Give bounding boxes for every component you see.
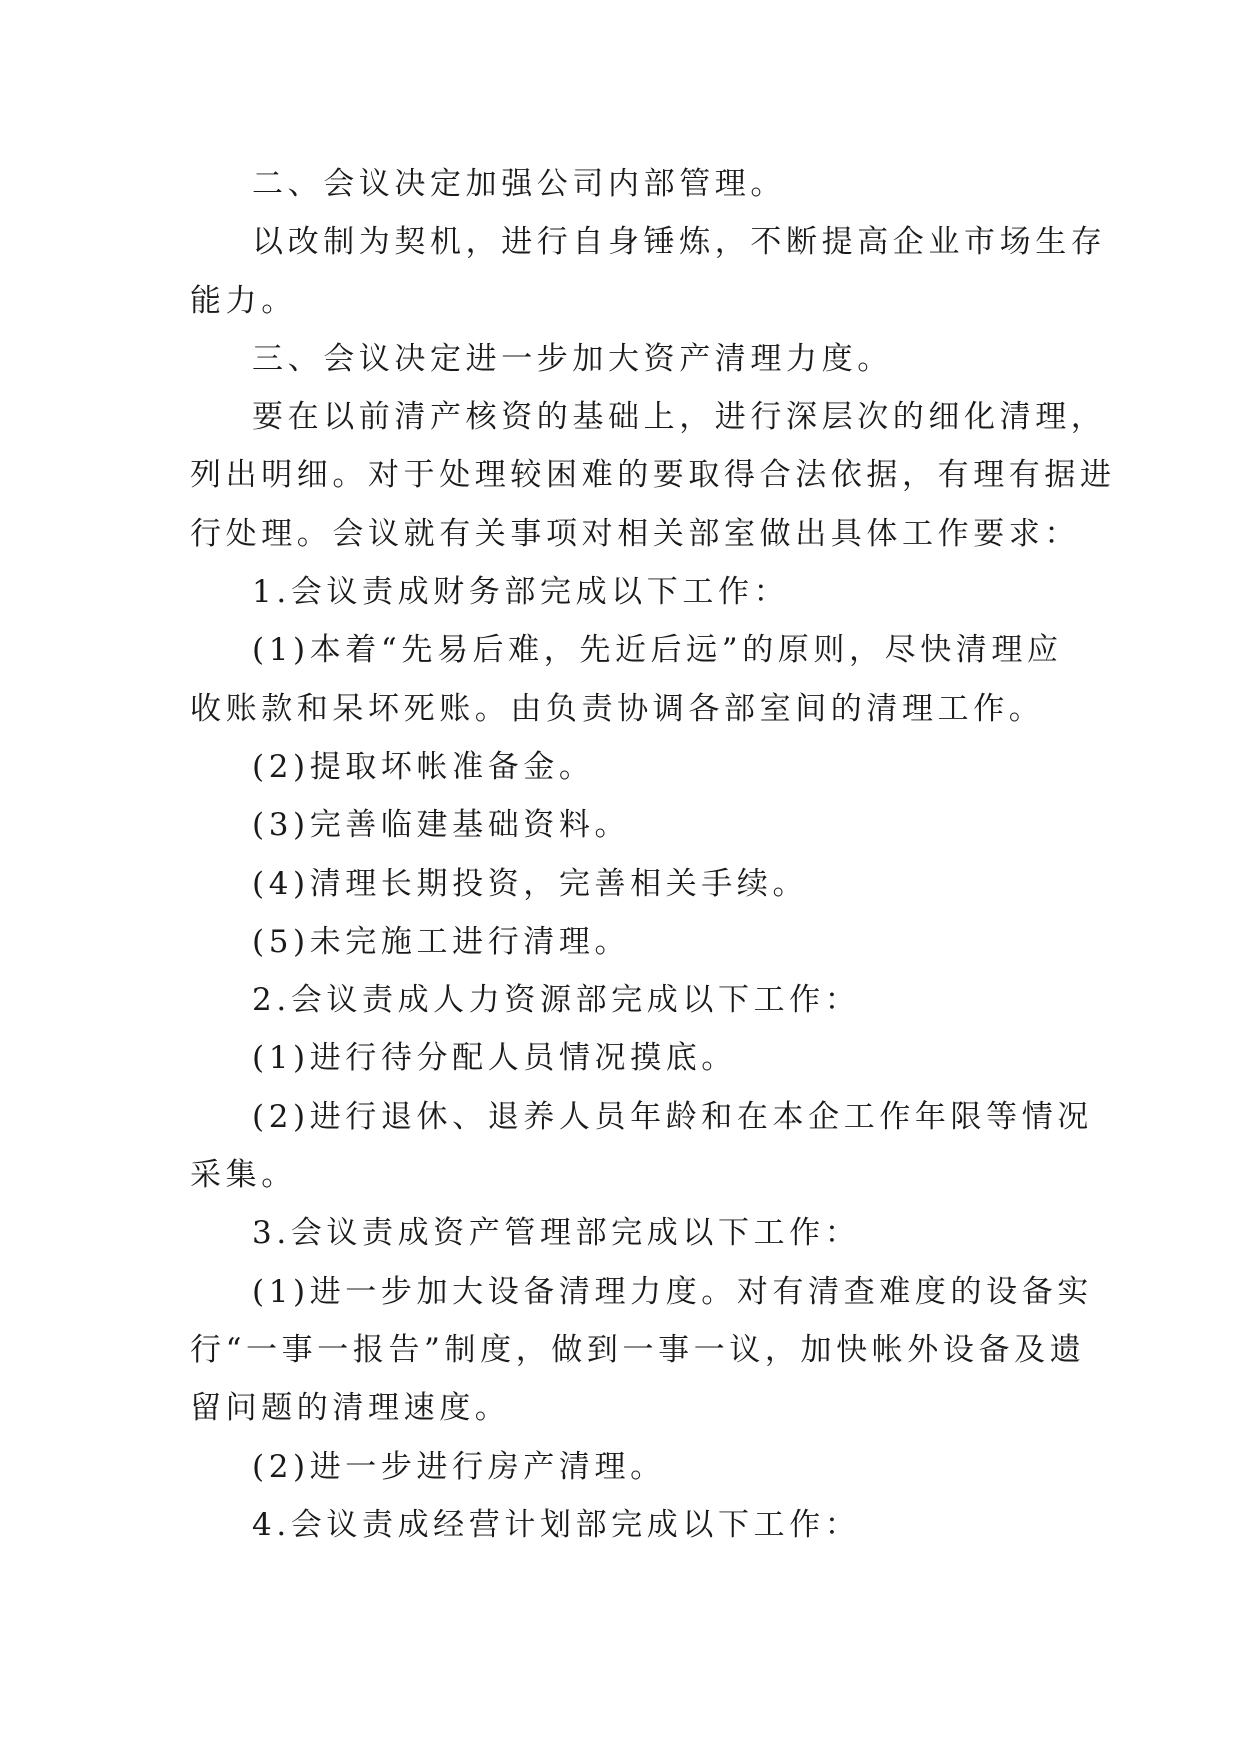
text-line: 1.会议责成财务部完成以下工作： <box>252 574 790 611</box>
paragraph <box>190 330 1050 388</box>
text-line: (1)进一步加大设备清理力度。对有清查难度的设备实 <box>252 1273 1093 1310</box>
paragraph <box>190 971 1050 1029</box>
document-body <box>190 155 1116 1554</box>
paragraph <box>190 213 1107 330</box>
text-line: 2.会议责成人力资源部完成以下工作： <box>252 982 861 1019</box>
paragraph <box>190 1263 1093 1438</box>
paragraph <box>190 1496 1050 1554</box>
text-line: 采集。 <box>190 1157 297 1194</box>
paragraph <box>190 738 1050 796</box>
text-line: 行“一事一报告”制度，做到一事一议，加快帐外设备及遗 <box>190 1331 1086 1368</box>
text-line: (1)进行待分配人员情况摸底。 <box>252 1040 737 1077</box>
paragraph <box>190 913 1050 971</box>
text-line: 二、会议决定加强公司内部管理。 <box>252 166 786 202</box>
text-line: (2)提取坏帐准备金。 <box>252 748 595 785</box>
text-line: (2)进行退休、退养人员年龄和在本企工作年限等情况 <box>252 1098 1093 1135</box>
paragraph <box>190 563 1050 621</box>
paragraph <box>190 621 1063 738</box>
paragraph <box>190 855 1050 913</box>
text-line: (4)清理长期投资，完善相关手续。 <box>252 865 809 902</box>
text-line: 收账款和呆坏死账。由负责协调各部室间的清理工作。 <box>190 690 1045 727</box>
paragraph <box>190 388 1116 563</box>
text-line: (1)本着“先易后难，先近后远”的原则，尽快清理应 <box>252 632 1063 669</box>
text-line: 要在以前清产核资的基础上，进行深层次的细化清理， <box>252 399 1107 436</box>
paragraph <box>190 796 1050 854</box>
text-line: 三、会议决定进一步加大资产清理力度。 <box>252 340 893 377</box>
text-line: (5)未完施工进行清理。 <box>252 923 631 960</box>
text-line: 列出明细。对于处理较困难的要取得合法依据，有理有据进 <box>190 457 1116 494</box>
paragraph <box>190 1088 1093 1205</box>
text-line: 行处理。会议就有关事项对相关部室做出具体工作要求： <box>190 515 1080 552</box>
text-line: 以改制为契机，进行自身锤炼，不断提高企业市场生存 <box>252 224 1107 261</box>
paragraph <box>190 155 1050 213</box>
text-line: (2)进一步进行房产清理。 <box>252 1448 666 1485</box>
text-line: (3)完善临建基础资料。 <box>252 807 631 844</box>
text-line: 3.会议责成资产管理部完成以下工作： <box>252 1215 861 1252</box>
text-line: 能力。 <box>190 282 297 319</box>
paragraph <box>190 1029 1050 1087</box>
text-line: 留问题的清理速度。 <box>190 1390 511 1427</box>
paragraph <box>190 1204 1050 1262</box>
paragraph <box>190 1438 1050 1496</box>
text-line: 4.会议责成经营计划部完成以下工作： <box>252 1506 861 1543</box>
